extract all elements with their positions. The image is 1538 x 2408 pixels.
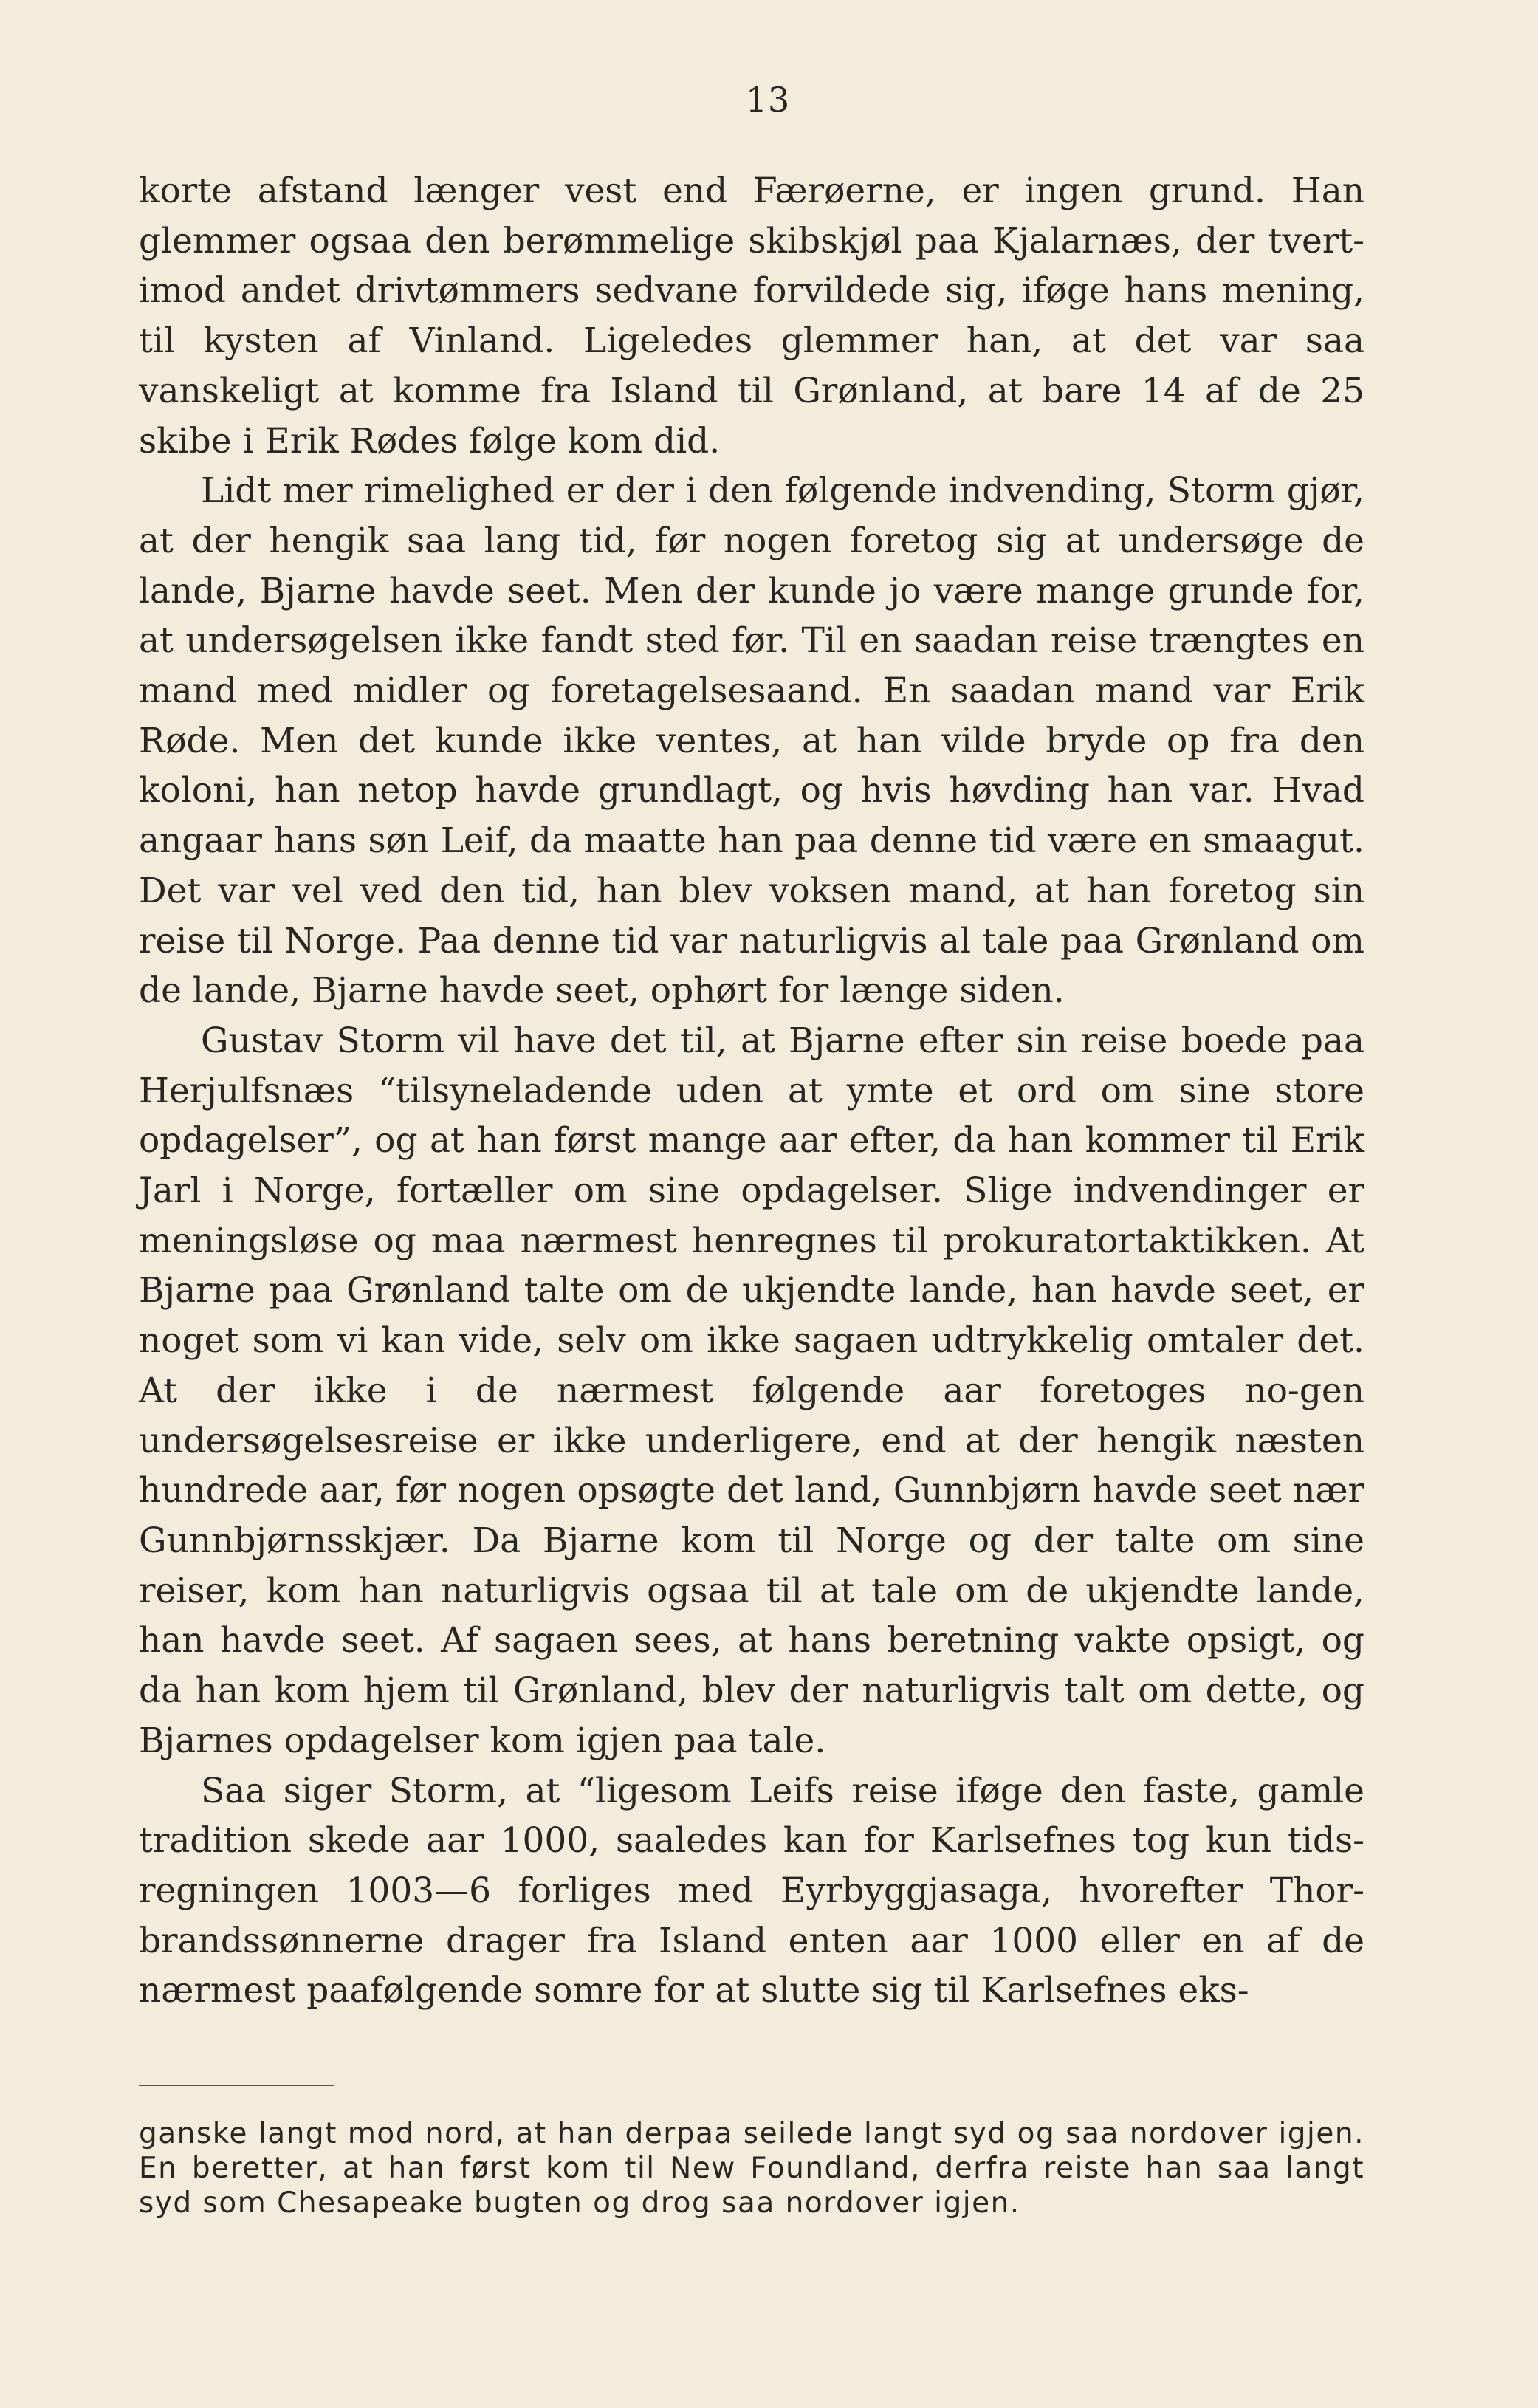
- body-text: [139, 166, 1364, 2016]
- paragraph-continuation: korte afstand længer vest end Færøerne, er ingen grund. Han glemmer ogsaa den berømmelige skibskjøl paa Kjalarnæs, der tvert-imod andet drivtømmers sedvane forvildede sig, iføge hans mening, til kysten af Vinland. Ligeledes glemmer han, at det var saa vanskeligt at komme fra Island til Grønland, at bare 14 af de 25 skibe i Erik Rødes følge kom did.: [139, 171, 1364, 462]
- footnote-divider: [139, 2085, 334, 2086]
- paragraph: Lidt mer rimelighed er der i den følgende indvending, Storm gjør, at der hengik saa lang tid, før nogen foretog sig at undersøge de lande, Bjarne havde seet. Men der kunde jo være mange grunde for, at undersøgelsen ikke fandt sted før. Til en saadan reise trængtes en mand med midler og foretagelsesaand. En saadan mand var Erik Røde. Men det kunde ikke ventes, at han vilde bryde op fra den koloni, han netop havde grundlagt, og hvis høvding han var. Hvad angaar hans søn Leif, da maatte han paa denne tid være en smaagut. Det var vel ved den tid, han blev voksen mand, at han foretog sin reise til Norge. Paa denne tid var naturligvis al tale paa Grønland om de lande, Bjarne havde seet, ophørt for længe siden.: [139, 470, 1364, 1012]
- footnote-text: ganske langt mod nord, at han derpaa seilede langt syd og saa nordover igjen. En beretter, at han først kom til New Foundland, derfra reiste han saa langt syd som Chesapeake bugten og drog saa nordover igjen.: [139, 2117, 1364, 2220]
- paragraph: Saa siger Storm, at “ligesom Leifs reise iføge den faste, gamle tradition skede aar 1000, saaledes kan for Karlsefnes tog kun tids-regningen 1003—6 forliges med Eyrbyggjasaga, hvorefter Thor-brandssønnerne drager fra Island enten aar 1000 eller en af de nærmest paafølgende somre for at slutte sig til Karlsefnes eks-: [139, 1770, 1364, 2011]
- page-number: 13: [745, 80, 791, 120]
- paragraph: Gustav Storm vil have det til, at Bjarne efter sin reise boede paa Herjulfsnæs “tilsyneladende uden at ymte et ord om sine store opdagelser”, og at han først mange aar efter, da han kommer til Erik Jarl i Norge, fortæller om sine opdagelser. Slige indvendinger er meningsløse og maa nærmest henregnes til prokuratortaktikken. At Bjarne paa Grønland talte om de ukjendte lande, han havde seet, er noget som vi kan vide, selv om ikke sagaen udtrykkelig omtaler det. At der ikke i de nærmest følgende aar foretoges no-gen undersøgelsesreise er ikke underligere, end at der hengik næsten hundrede aar, før nogen opsøgte det land, Gunnbjørn havde seet nær Gunnbjørnsskjær. Da Bjarne kom til Norge og der talte om sine reiser, kom han naturligvis ogsaa til at tale om de ukjendte lande, han havde seet. Af sagaen sees, at hans beretning vakte opsigt, og da han kom hjem til Grønland, blev der naturligvis talt om dette, og Bjarnes opdagelser kom igjen paa tale.: [139, 1020, 1364, 1761]
